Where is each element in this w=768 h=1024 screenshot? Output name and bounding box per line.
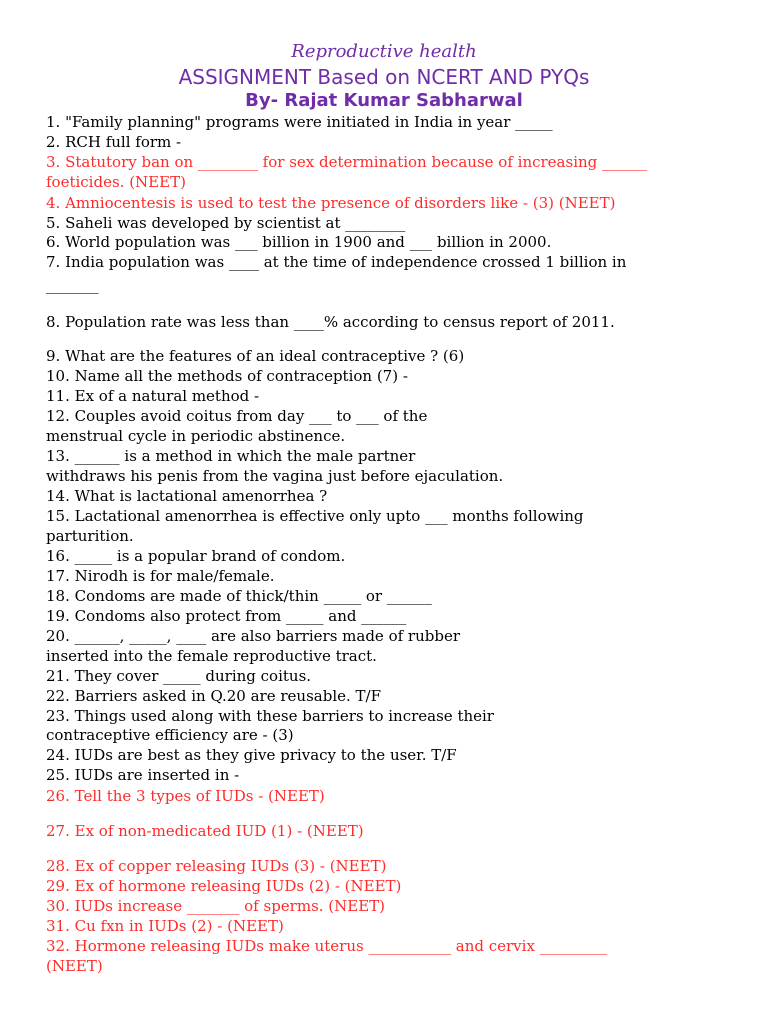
question-line: 21. They cover _____ during coitus. bbox=[46, 667, 312, 685]
question-line: withdraws his penis from the vagina just before ejaculation. bbox=[46, 467, 504, 485]
question-line: 17. Nirodh is for male/female. bbox=[46, 567, 275, 585]
question-line: _______ bbox=[46, 276, 99, 294]
question-line: 27. Ex of non-medicated IUD (1) - (NEET) bbox=[46, 822, 364, 840]
question-line: 30. IUDs increase _______ of sperms. (NEET) bbox=[46, 897, 386, 915]
question-line: 1. "Family planning" programs were initiated in India in year _____ bbox=[46, 113, 553, 131]
question-line: 9. What are the features of an ideal contraceptive ? (6) bbox=[46, 347, 465, 365]
question-line: 22. Barriers asked in Q.20 are reusable. T/F bbox=[46, 687, 382, 705]
question-line: 28. Ex of copper releasing IUDs (3) - (NEET) bbox=[46, 857, 387, 875]
question-line: foeticides. (NEET) bbox=[46, 173, 186, 191]
question-line: 2. RCH full form - bbox=[46, 133, 182, 151]
question-line: 24. IUDs are best as they give privacy to the user. T/F bbox=[46, 746, 457, 764]
question-line: 4. Amniocentesis is used to test the presence of disorders like - (3) (NEET) bbox=[46, 194, 616, 212]
question-line: (NEET) bbox=[46, 957, 103, 975]
question-line: 3. Statutory ban on ________ for sex determination because of increasing ______ bbox=[46, 153, 648, 171]
question-line: inserted into the female reproductive tract. bbox=[46, 647, 377, 665]
question-line: 12. Couples avoid coitus from day ___ to ___ of the bbox=[46, 407, 428, 425]
question-line: menstrual cycle in periodic abstinence. bbox=[46, 427, 346, 445]
question-line: 11. Ex of a natural method - bbox=[46, 387, 260, 405]
question-line: 16. _____ is a popular brand of condom. bbox=[46, 547, 346, 565]
question-line: 10. Name all the methods of contraception (7) - bbox=[46, 367, 408, 385]
question-line: 7. India population was ____ at the time of independence crossed 1 billion in bbox=[46, 253, 627, 271]
question-line: 29. Ex of hormone releasing IUDs (2) - (NEET) bbox=[46, 877, 402, 895]
question-line: 5. Saheli was developed by scientist at ________ bbox=[46, 214, 406, 232]
question-line: 6. World population was ___ billion in 1900 and ___ billion in 2000. bbox=[46, 233, 552, 251]
document-author: By- Rajat Kumar Sabharwal bbox=[245, 90, 523, 111]
question-line: 32. Hormone releasing IUDs make uterus ___________ and cervix _________ bbox=[46, 937, 608, 955]
document-subtitle: Reproductive health bbox=[291, 41, 477, 62]
document-title: ASSIGNMENT Based on NCERT AND PYQs bbox=[178, 65, 590, 89]
question-line: 23. Things used along with these barriers to increase their bbox=[46, 707, 494, 725]
question-line: contraceptive efficiency are - (3) bbox=[46, 726, 294, 744]
question-line: 13. ______ is a method in which the male partner bbox=[46, 447, 416, 465]
question-line: 25. IUDs are inserted in - bbox=[46, 766, 240, 784]
question-line: parturition. bbox=[46, 527, 134, 545]
question-line: 8. Population rate was less than ____% according to census report of 2011. bbox=[46, 313, 615, 331]
question-line: 18. Condoms are made of thick/thin _____ or ______ bbox=[46, 587, 432, 605]
question-line: 15. Lactational amenorrhea is effective only upto ___ months following bbox=[46, 507, 584, 525]
question-line: 19. Condoms also protect from _____ and ______ bbox=[46, 607, 407, 625]
question-line: 31. Cu fxn in IUDs (2) - (NEET) bbox=[46, 917, 284, 935]
question-line: 26. Tell the 3 types of IUDs - (NEET) bbox=[46, 787, 325, 805]
question-line: 20. ______, _____, ____ are also barriers made of rubber bbox=[46, 627, 461, 645]
question-line: 14. What is lactational amenorrhea ? bbox=[46, 487, 328, 505]
